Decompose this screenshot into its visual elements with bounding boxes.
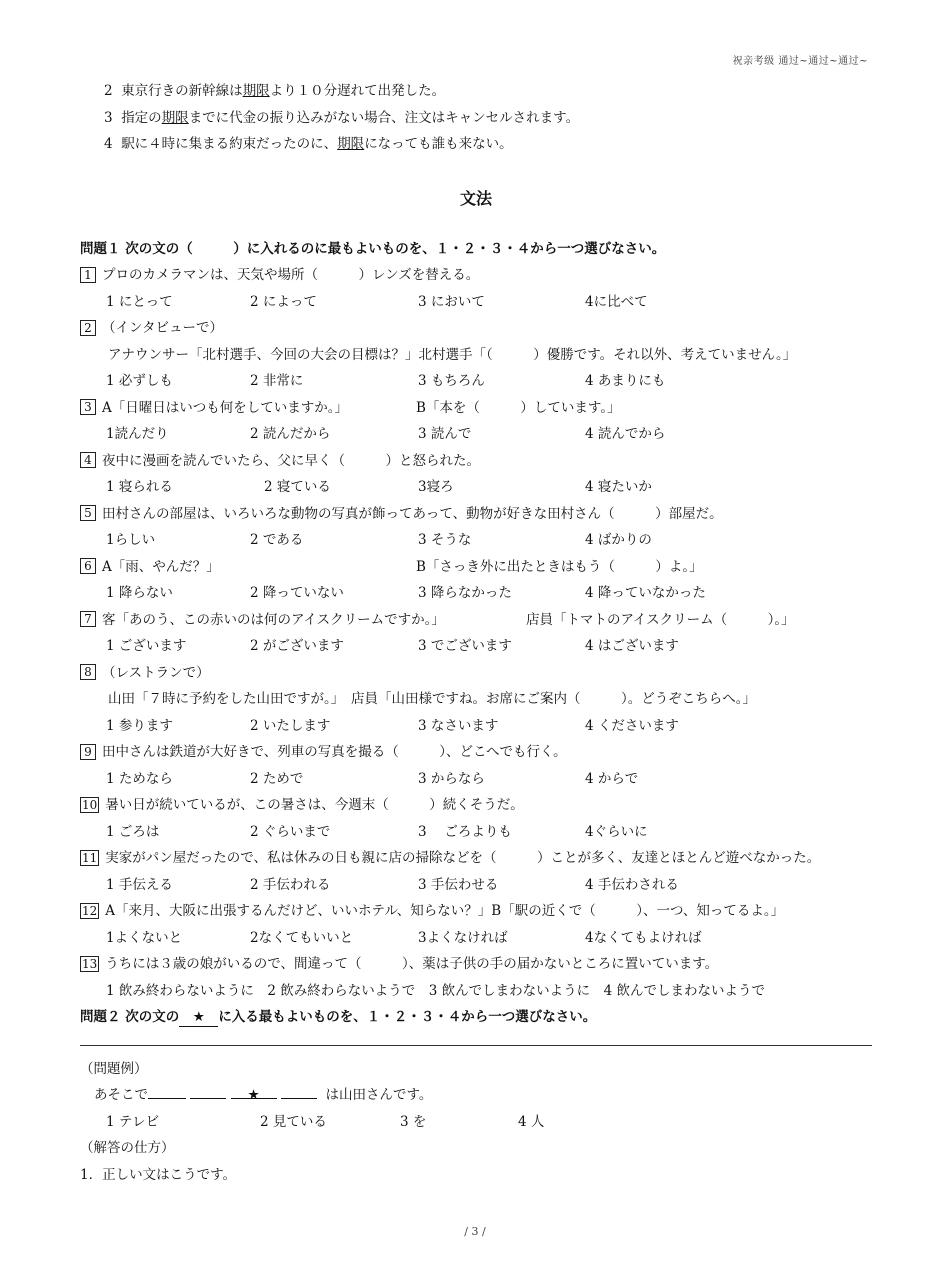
answer-option-2[interactable]: 2 非常に bbox=[250, 373, 304, 389]
answer-option-4[interactable]: 4 降っていなかった bbox=[585, 585, 706, 601]
star-blank bbox=[231, 1082, 277, 1103]
option-text: までに代金の振り込みがない場合、注文はキャンセルされます。 bbox=[188, 109, 580, 126]
question-line bbox=[80, 554, 872, 581]
mondai2-text: 問題２ 次の文の bbox=[80, 1009, 180, 1025]
answer-options bbox=[80, 474, 872, 501]
question-4 bbox=[80, 448, 872, 501]
option-number: 2 bbox=[104, 83, 113, 99]
example-options bbox=[80, 1109, 872, 1136]
question-2 bbox=[80, 315, 872, 395]
answer-option-3[interactable]: 3 もちろん bbox=[418, 373, 485, 389]
question-line bbox=[80, 660, 872, 687]
question-text: うちには３歳の娘がいるので、間違って（ ）、薬は子供の手の届かないところに置いています。 bbox=[105, 956, 719, 972]
answer-options bbox=[80, 872, 872, 899]
answer-blank bbox=[281, 1082, 317, 1099]
answer-blank bbox=[148, 1082, 186, 1099]
answer-method-label: （解答の仕方） bbox=[80, 1140, 175, 1156]
example-option: 4 人 bbox=[518, 1113, 545, 1130]
question-number-box: 1 bbox=[80, 267, 96, 283]
answer-option-2[interactable]: 2 読んだから bbox=[250, 426, 331, 442]
question-5 bbox=[80, 501, 872, 554]
answer-option-2[interactable]: 2 である bbox=[250, 532, 304, 548]
question-8 bbox=[80, 660, 872, 740]
answer-option-1[interactable]: 1 ごろは bbox=[106, 823, 160, 840]
answer-option-4[interactable]: 4 ばかりの bbox=[585, 532, 652, 548]
question-number-box: 10 bbox=[82, 797, 98, 812]
question-number-box: 12 bbox=[82, 903, 98, 918]
answer-option-4[interactable]: 4 くださいます bbox=[585, 717, 679, 734]
answer-option-4[interactable]: 4ぐらいに bbox=[585, 823, 648, 840]
answer-option-1[interactable]: 1 必ずしも bbox=[106, 373, 173, 389]
question-line bbox=[80, 262, 872, 289]
answer-option-3[interactable]: 3 手伝わせる bbox=[418, 876, 499, 893]
underlined-word: 期限 bbox=[242, 83, 270, 99]
answer-blank bbox=[190, 1082, 226, 1099]
question-text: 田村さんの部屋は、いろいろな動物の写真が飾ってあって、動物が好きな田村さん（ ）部屋だ。 bbox=[102, 505, 723, 522]
question-text: プロのカメラマンは、天気や場所（ ）レンズを替える。 bbox=[102, 267, 480, 283]
question-text: A「雨、やんだ？」 bbox=[102, 558, 220, 575]
document-body bbox=[80, 78, 872, 1188]
question-11 bbox=[80, 845, 872, 898]
question-text: A「日曜日はいつも何をしていますか。」 bbox=[102, 399, 348, 416]
question-text: A「来月、大阪に出張するんだけど、いいホテル、知らない？」B「駅の近くで（ ）、一つ、知ってるよ。」 bbox=[105, 903, 785, 919]
option-text: 東京行きの新幹線は bbox=[121, 83, 243, 99]
answer-option-3[interactable]: 3 において bbox=[418, 293, 485, 310]
question-text: 店員「トマトのアイスクリーム（ ）。」 bbox=[526, 611, 795, 628]
answer-options bbox=[80, 819, 872, 846]
question-line bbox=[80, 395, 872, 422]
question-line bbox=[80, 845, 872, 872]
question-text: 夜中に漫画を読んでいたら、父に早く（ ）と怒られた。 bbox=[102, 452, 480, 469]
answer-option-3[interactable]: 3寝ろ bbox=[418, 479, 454, 495]
example-option: 3 を bbox=[400, 1113, 427, 1130]
question-text: B「さっき外に出たときはもう（ ）よ。」 bbox=[416, 558, 703, 575]
prev-option-2 bbox=[80, 78, 872, 105]
question-text: アナウンサー「北村選手、今回の大会の目標は？」北村選手「（ ）優勝です。それ以外、考えていません。」 bbox=[108, 346, 797, 363]
question-text: 山田「７時に予約をした山田ですが。」 店員「山田様ですね。お席にご案内（ ）。どうぞこちらへ。」 bbox=[108, 691, 756, 707]
answer-option-1[interactable]: 1 参ります bbox=[106, 717, 173, 734]
question-line bbox=[80, 607, 872, 634]
answer-option-4[interactable]: 4 あまりにも bbox=[585, 373, 666, 389]
option-text: 駅に４時に集まる約束だったのに、 bbox=[121, 136, 338, 152]
answer-options bbox=[80, 527, 872, 554]
example-text: あそこで bbox=[94, 1087, 148, 1103]
answer-option-3[interactable]: 3 からなら bbox=[418, 770, 485, 787]
answer-option-4[interactable]: 4 からで bbox=[585, 770, 639, 787]
answer-option-2[interactable]: 2 ぐらいまで bbox=[250, 823, 331, 840]
question-number-box: 6 bbox=[80, 558, 96, 574]
question-line bbox=[80, 739, 872, 766]
question-text: 実家がパン屋だったので、私は休みの日も親に店の掃除などを（ ）ことが多く、友達とほとんど遊べなかった。 bbox=[105, 850, 821, 866]
answer-option-4[interactable]: 4 寝たいか bbox=[585, 479, 652, 495]
question-line bbox=[80, 792, 872, 819]
option-text: より１０分遅れて出発した。 bbox=[269, 83, 446, 99]
example-label: （問題例） bbox=[80, 1060, 148, 1077]
mondai2-heading bbox=[80, 1004, 872, 1031]
question-list bbox=[80, 262, 872, 1004]
answer-options bbox=[80, 766, 872, 793]
answer-option-1[interactable]: 1 寝られる bbox=[106, 479, 173, 495]
answer-option-1[interactable]: 1よくないと bbox=[106, 929, 183, 946]
question-12 bbox=[80, 898, 872, 951]
answer-options bbox=[80, 421, 872, 448]
question-line bbox=[80, 448, 872, 475]
mondai1-heading: 問題１ 次の文の（ ）に入れるのに最もよいものを、１・２・３・４から一つ選びなさい。 bbox=[80, 240, 666, 257]
answer-option-3[interactable]: 3 ごろよりも bbox=[418, 823, 512, 840]
question-text: 客「あのう、この赤いのは何のアイスクリームですか。」 bbox=[102, 611, 445, 628]
answer-option-4[interactable]: 4に比べて bbox=[585, 293, 648, 310]
answer-option-3[interactable]: 3よくなければ bbox=[418, 929, 508, 946]
answer-options bbox=[80, 633, 872, 660]
answer-option-2[interactable]: 2 ためで bbox=[250, 770, 304, 787]
question-line bbox=[80, 951, 872, 978]
question-text: （レストランで） bbox=[102, 664, 210, 681]
answer-option-2[interactable]: 2 いたします bbox=[250, 717, 331, 734]
answer-option-4[interactable]: 4 手伝わされる bbox=[585, 876, 679, 893]
answer-option-1[interactable]: 1 手伝える bbox=[106, 876, 173, 893]
answer-options bbox=[80, 289, 872, 316]
answer-option-2[interactable]: 2なくてもいいと bbox=[250, 929, 354, 946]
question-7 bbox=[80, 607, 872, 660]
question-3 bbox=[80, 395, 872, 448]
option-text: になっても誰も来ない。 bbox=[364, 136, 513, 152]
answer-option-3[interactable]: 3 そうな bbox=[418, 532, 472, 548]
question-9 bbox=[80, 739, 872, 792]
star-icon: ★ bbox=[247, 1087, 260, 1103]
question-text: （インタビューで） bbox=[102, 320, 223, 336]
answer-option-2[interactable]: 2 寝ている bbox=[264, 479, 331, 495]
answer-option-3[interactable]: 3 降らなかった bbox=[418, 585, 512, 601]
question-line bbox=[80, 686, 872, 713]
page-header: 祝亲考级 通过~通过~通过~ bbox=[732, 56, 868, 67]
answer-option-4[interactable]: 4なくてもよければ bbox=[585, 929, 702, 946]
answer-option-1[interactable]: 1 降らない bbox=[106, 585, 173, 601]
answer-option-2[interactable]: 2 がございます bbox=[250, 638, 344, 654]
answer-options bbox=[80, 925, 872, 952]
question-number-box: 11 bbox=[82, 850, 98, 865]
prev-option-4 bbox=[80, 131, 872, 158]
previous-options bbox=[80, 78, 872, 158]
question-number-box: 8 bbox=[80, 664, 96, 680]
question-number-box: 5 bbox=[80, 505, 96, 521]
question-line bbox=[80, 342, 872, 369]
option-number: 3 bbox=[104, 109, 113, 126]
question-text: B「本を（ ）しています。」 bbox=[416, 399, 621, 416]
question-number-box: 3 bbox=[80, 399, 96, 415]
mondai2-text: に入る最もよいものを、１・２・３・４から一つ選びなさい。 bbox=[218, 1009, 597, 1025]
section-title: 文法 bbox=[459, 188, 492, 208]
underlined-word: 期限 bbox=[337, 136, 365, 152]
example-sentence bbox=[80, 1082, 872, 1109]
page-number: / 3 / bbox=[464, 1225, 486, 1238]
question-number-box: 2 bbox=[80, 320, 96, 336]
answer-options bbox=[80, 368, 872, 395]
question-1 bbox=[80, 262, 872, 315]
answer-options bbox=[80, 978, 872, 1005]
answer-options bbox=[80, 713, 872, 740]
answer-option-4[interactable]: 4 はございます bbox=[585, 638, 679, 654]
question-10 bbox=[80, 792, 872, 845]
underlined-word: 期限 bbox=[161, 109, 189, 126]
star-blank: ★ bbox=[179, 1009, 219, 1025]
answer-option-1[interactable]: 1らしい bbox=[106, 532, 156, 548]
answer-options bbox=[80, 580, 872, 607]
question-line bbox=[80, 501, 872, 528]
example-option: 1 テレビ bbox=[106, 1113, 160, 1130]
question-text: 田中さんは鉄道が大好きで、列車の写真を撮る（ ）、どこへでも行く。 bbox=[102, 744, 567, 760]
option-text: 指定の bbox=[121, 109, 162, 126]
answer-option-1[interactable]: 1 ためなら bbox=[106, 770, 173, 787]
question-number-box: 9 bbox=[80, 744, 96, 760]
answer-option-3[interactable]: 3 でございます bbox=[418, 638, 512, 654]
example-option: 2 見ている bbox=[260, 1113, 327, 1130]
answer-option-2[interactable]: 2 手伝われる bbox=[250, 876, 331, 893]
answer-option-1[interactable]: 1 にとって bbox=[106, 293, 173, 310]
answer-option-3[interactable]: 3 なさいます bbox=[418, 717, 499, 734]
question-line bbox=[80, 898, 872, 925]
answer-option-3[interactable]: 3 読んで bbox=[418, 426, 472, 442]
question-text: 暑い日が続いているが、この暑さは、今週末（ ）続くそうだ。 bbox=[105, 797, 524, 813]
answer-option-2[interactable]: 2 降っていない bbox=[250, 585, 344, 601]
answer-option-2[interactable]: 2 によって bbox=[250, 293, 317, 310]
question-line bbox=[80, 315, 872, 342]
option-number: 4 bbox=[104, 136, 113, 152]
answer-step-1: 1．正しい文はこうです。 bbox=[80, 1166, 237, 1183]
question-number-box: 13 bbox=[82, 956, 98, 971]
example-text: は山田さんです。 bbox=[325, 1087, 433, 1103]
prev-option-3 bbox=[80, 105, 872, 132]
question-number-box: 7 bbox=[80, 611, 96, 627]
answer-option-4[interactable]: 4 読んでから bbox=[585, 426, 666, 442]
answer-option-1[interactable]: 1 ございます bbox=[106, 638, 187, 654]
question-6 bbox=[80, 554, 872, 607]
divider bbox=[80, 1045, 872, 1046]
question-13 bbox=[80, 951, 872, 1004]
question-number-box: 4 bbox=[80, 452, 96, 468]
answer-option-1[interactable]: 1読んだり bbox=[106, 426, 169, 442]
answer-option[interactable]: 1 飲み終わらないように 2 飲み終わらないようで 3 飲んでしまわないように 4 飲んでしまわないようで bbox=[106, 982, 766, 999]
